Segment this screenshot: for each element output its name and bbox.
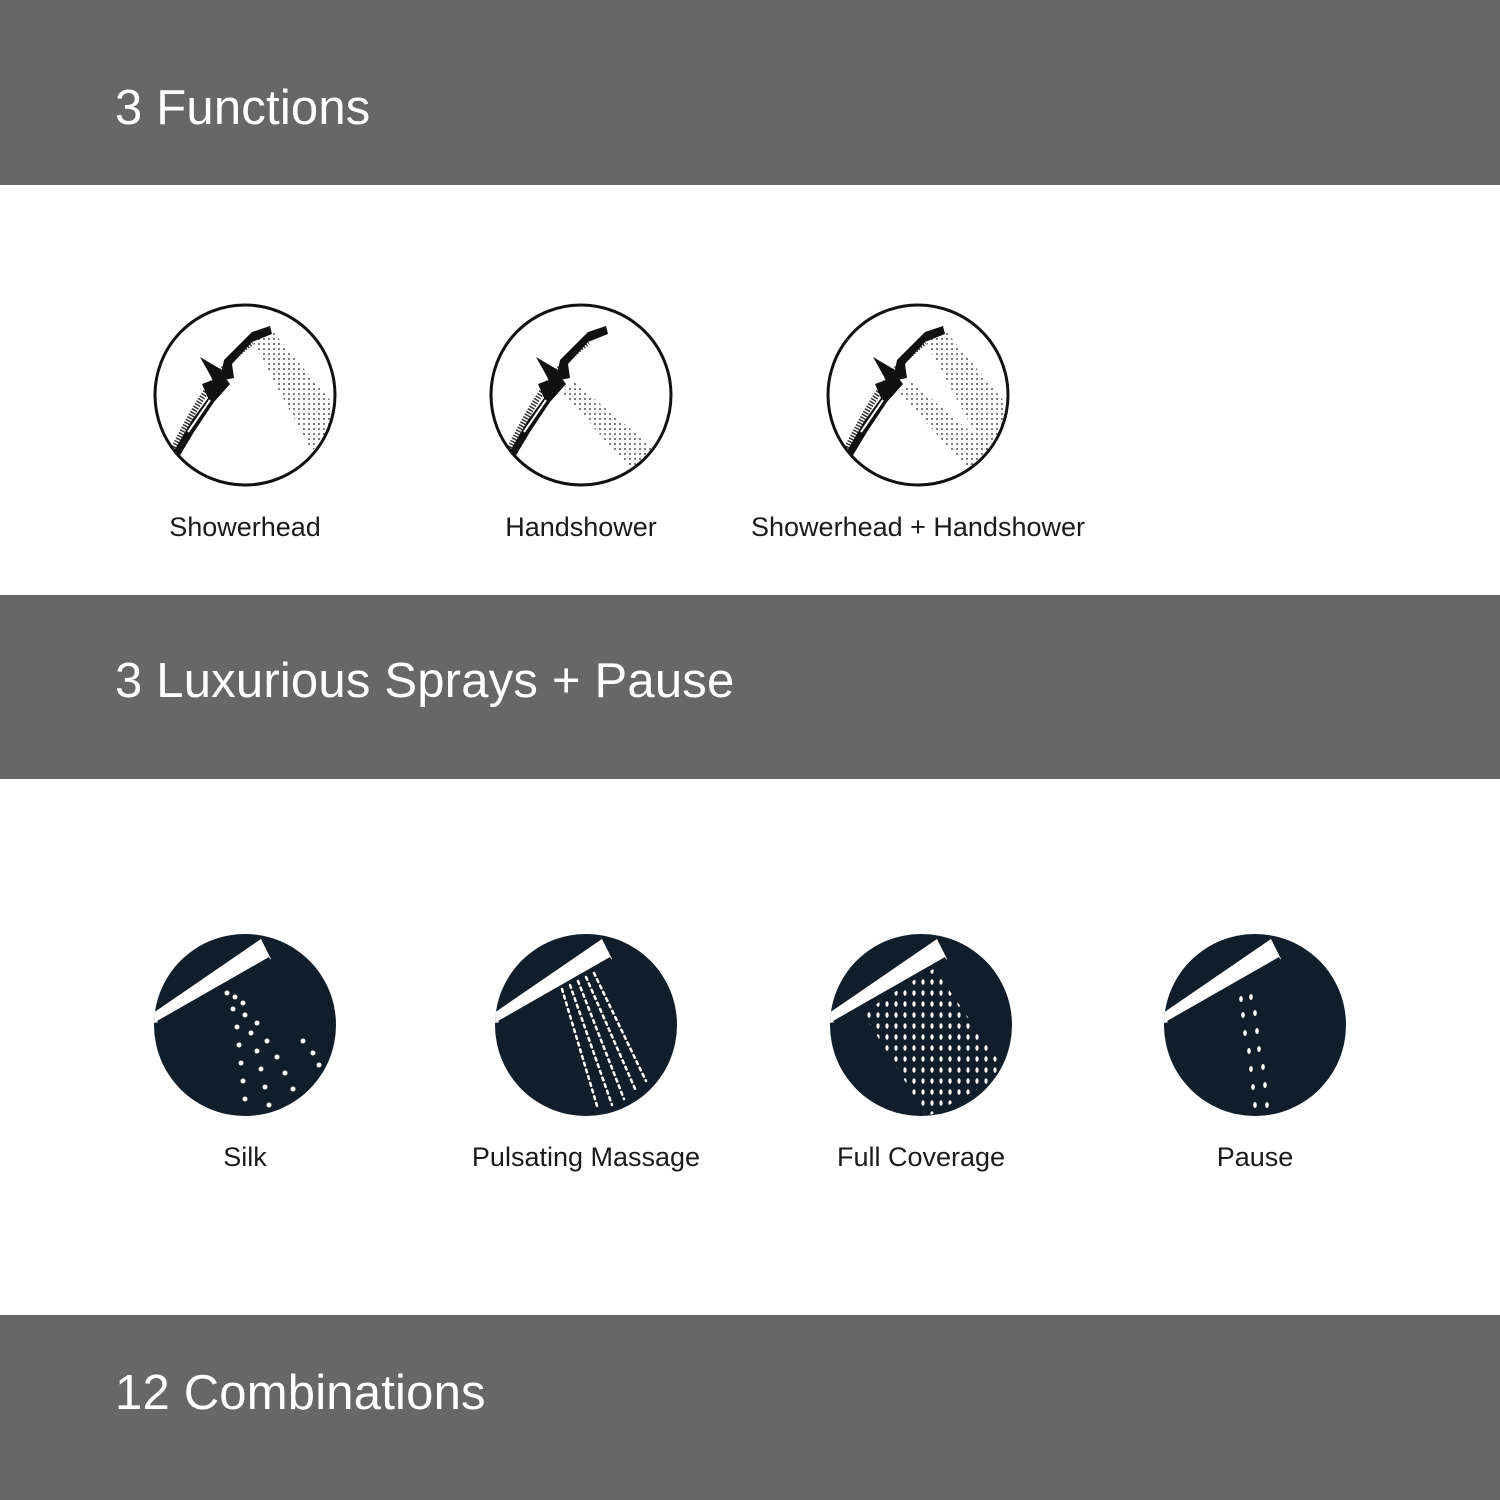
spray-label-pulsating-massage: Pulsating Massage: [471, 1142, 701, 1172]
pause-spray-icon: [1163, 933, 1347, 1117]
sprays-header-band: [0, 595, 1500, 779]
function-item-showerhead-handshower: [708, 302, 1128, 541]
showerhead-handshower-function-icon: [825, 302, 1011, 488]
spray-label-full-coverage: Full Coverage: [836, 1142, 1006, 1172]
combinations-header-band: [0, 1315, 1500, 1500]
pulsating-massage-spray-icon: [494, 933, 678, 1117]
showerhead-function-icon: [152, 302, 338, 488]
silk-spray-icon: [153, 933, 337, 1117]
spray-label-silk: Silk: [223, 1142, 267, 1172]
sprays-title: 3 Luxurious Sprays + Pause: [115, 654, 735, 708]
functions-header-band: [0, 0, 1500, 185]
combinations-title: 12 Combinations: [115, 1366, 486, 1420]
spray-item-pause: [1045, 933, 1465, 1171]
functions-title: 3 Functions: [115, 81, 371, 135]
function-label-handshower: Handshower: [505, 512, 657, 542]
full-coverage-spray-icon: [829, 933, 1013, 1117]
function-label-showerhead: Showerhead: [169, 512, 321, 542]
function-label-showerhead-handshower: Showerhead + Handshower: [751, 512, 1085, 542]
handshower-function-icon: [488, 302, 674, 488]
spray-label-pause: Pause: [1216, 1142, 1294, 1172]
